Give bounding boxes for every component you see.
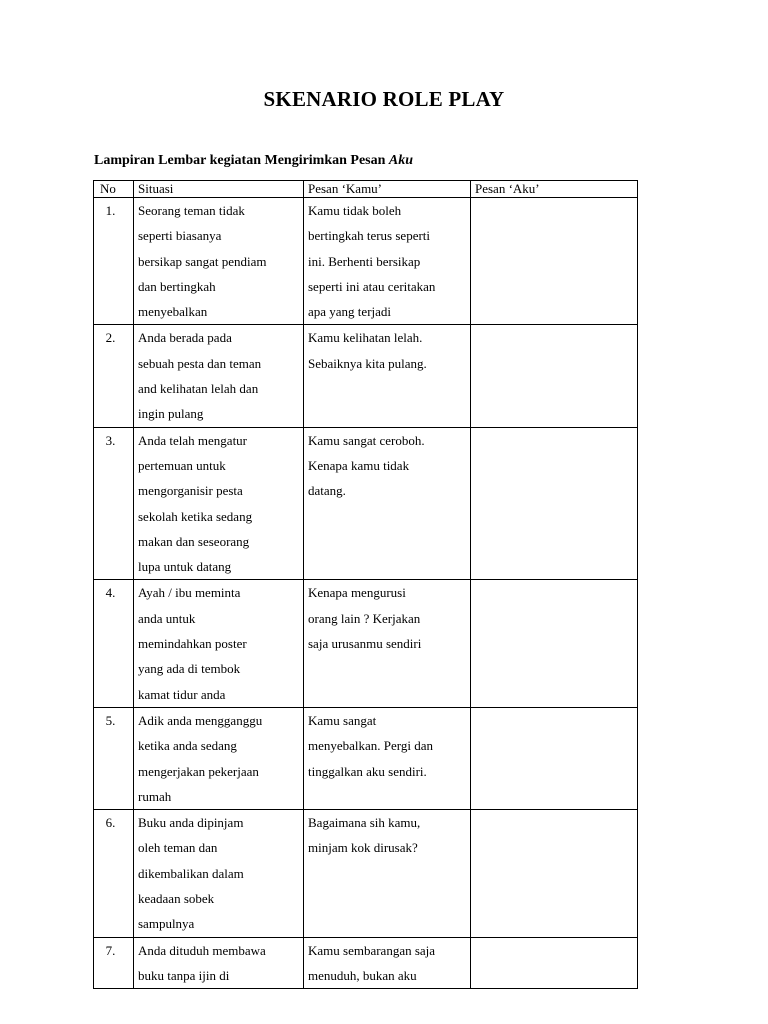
cell-pesan-kamu (304, 580, 471, 707)
table-header-row (94, 181, 638, 198)
cell-situasi (134, 580, 304, 707)
cell-no: 2. (94, 325, 134, 427)
cell-pesan-kamu (304, 427, 471, 580)
cell-line: oleh teman dan (138, 840, 218, 856)
cell-line: Kenapa kamu tidak (308, 457, 410, 473)
cell-line: Seorang teman tidak (138, 203, 245, 218)
cell-pesan-aku (471, 198, 638, 325)
cell-pesan-aku (471, 937, 638, 989)
cell-pesan-aku (471, 325, 638, 427)
role-play-table (93, 180, 638, 989)
cell-line: Sebaiknya kita pulang. (308, 355, 427, 371)
cell-no: 7. (94, 937, 134, 989)
table-row (94, 937, 638, 989)
cell-line: Buku anda dipinjam (138, 815, 244, 831)
cell-line: apa yang terjadi (308, 304, 392, 320)
subtitle-italic: Aku (388, 153, 414, 168)
table-row (94, 580, 638, 707)
cell-situasi (134, 427, 304, 580)
cell-line: datang. (308, 483, 346, 499)
cell-no: 4. (94, 580, 134, 707)
cell-line: sampulnya (138, 916, 195, 932)
cell-no: 5. (94, 707, 134, 809)
subtitle-main: Lampiran Lembar kegiatan Mengirimkan Pesan (94, 153, 389, 168)
header-pesan-aku: Pesan ‘Aku’ (471, 181, 638, 198)
cell-pesan-kamu (304, 707, 471, 809)
cell-line: Ayah / ibu meminta (138, 585, 241, 601)
table-row (94, 810, 638, 937)
cell-line: memindahkan poster (138, 636, 247, 652)
cell-line: yang ada di tembok (138, 661, 241, 677)
cell-line: Kamu kelihatan lelah. (308, 330, 423, 346)
cell-pesan-aku (471, 810, 638, 937)
cell-situasi (134, 325, 304, 427)
cell-line: tinggalkan aku sendiri. (308, 763, 427, 779)
cell-pesan-kamu (304, 325, 471, 427)
cell-line: Kamu sangat ceroboh. (308, 432, 425, 448)
cell-situasi (134, 937, 304, 989)
cell-line: menuduh, bukan aku (308, 967, 417, 983)
cell-no: 1. (94, 198, 134, 325)
cell-line: buku tanpa ijin di (138, 967, 230, 983)
cell-line: Kamu sangat (308, 712, 377, 728)
cell-line: menyebalkan. Pergi dan (308, 738, 434, 754)
cell-line: sebuah pesta dan teman (138, 355, 262, 371)
cell-line: mengorganisir pesta (138, 483, 243, 499)
cell-pesan-aku (471, 427, 638, 580)
cell-line: mengerjakan pekerjaan (138, 763, 259, 779)
cell-line: and kelihatan lelah dan (138, 381, 259, 397)
cell-line: pertemuan untuk (138, 457, 226, 473)
cell-situasi (134, 707, 304, 809)
header-pesan-kamu: Pesan ‘Kamu’ (304, 181, 471, 198)
subtitle (94, 153, 413, 169)
cell-line: ini. Berhenti bersikap (308, 253, 421, 269)
cell-line: Bagaimana sih kamu, (308, 815, 421, 831)
cell-line: menyebalkan (138, 304, 208, 320)
cell-line: Kenapa mengurusi (308, 585, 406, 601)
cell-line: saja urusanmu sendiri (308, 636, 422, 652)
cell-pesan-kamu (304, 937, 471, 989)
cell-pesan-aku (471, 707, 638, 809)
cell-line: keadaan sobek (138, 891, 215, 907)
cell-line: seperti biasanya (138, 228, 222, 244)
cell-pesan-kamu (304, 810, 471, 937)
cell-situasi (134, 198, 304, 325)
table-row (94, 707, 638, 809)
cell-line: kamat tidur anda (138, 686, 226, 702)
cell-line: Anda dituduh membawa (138, 942, 266, 958)
cell-line: Adik anda mengganggu (138, 712, 263, 728)
cell-line: anda untuk (138, 610, 196, 626)
header-situasi: Situasi (134, 181, 304, 198)
table-row (94, 427, 638, 580)
table-row (94, 325, 638, 427)
cell-line: bertingkah terus seperti (308, 228, 431, 244)
cell-line: Anda telah mengatur (138, 432, 248, 448)
table-body (94, 198, 638, 989)
cell-line: Anda berada pada (138, 330, 232, 346)
page-title: SKENARIO ROLE PLAY (263, 87, 505, 111)
cell-line: ketika anda sedang (138, 738, 237, 754)
cell-pesan-aku (471, 580, 638, 707)
cell-pesan-kamu (304, 198, 471, 325)
cell-line: Kamu sembarangan saja (308, 942, 436, 958)
cell-line: bersikap sangat pendiam (138, 253, 267, 269)
cell-line: lupa untuk datang (138, 559, 232, 575)
cell-line: sekolah ketika sedang (138, 508, 253, 524)
cell-line: makan dan seseorang (138, 533, 250, 549)
cell-line: ingin pulang (138, 406, 204, 422)
cell-line: rumah (138, 788, 172, 804)
cell-situasi (134, 810, 304, 937)
cell-line: orang lain ? Kerjakan (308, 610, 421, 626)
header-no: No (94, 181, 134, 198)
cell-no: 3. (94, 427, 134, 580)
cell-no: 6. (94, 810, 134, 937)
cell-line: dikembalikan dalam (138, 865, 244, 881)
cell-line: seperti ini atau ceritakan (308, 278, 436, 294)
cell-line: minjam kok dirusak? (308, 840, 418, 856)
table-row (94, 198, 638, 325)
cell-line: Kamu tidak boleh (308, 203, 402, 218)
cell-line: dan bertingkah (138, 278, 216, 294)
